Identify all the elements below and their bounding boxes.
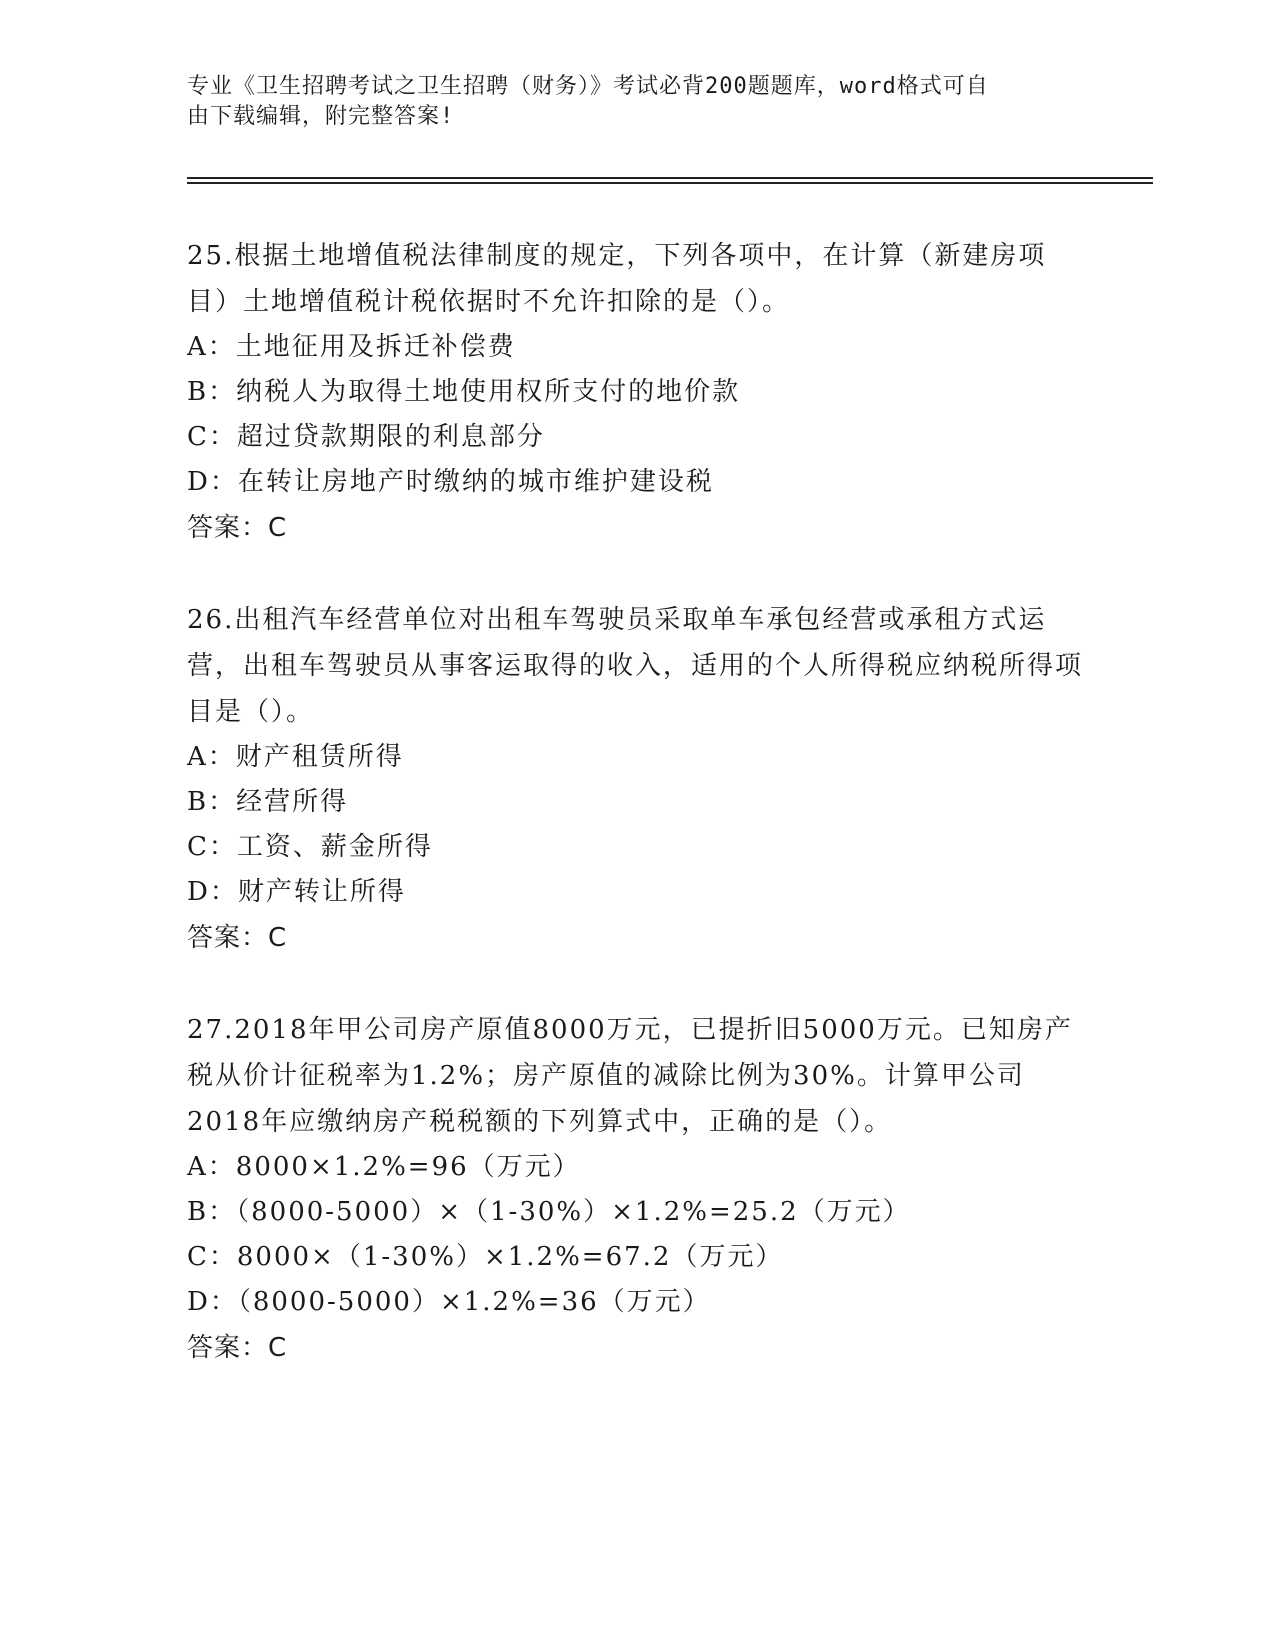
question-stem: 26.出租汽车经营单位对出租车驾驶员采取单车承包经营或承租方式运营，出租车驾驶员从事客运取得的收入，适用的个人所得税应纳税所得项目是（）。 [187,605,1084,727]
question-stem: 27.2018年甲公司房产原值8000万元，已提折旧5000万元。已知房产税从价计征税率为1.2%；房产原值的减除比例为30%。计算甲公司2018年应缴纳房产税税额的下列算式中，正确的是（）。 [187,1015,1073,1137]
answer: 答案：C [187,513,288,543]
option-c: C：工资、薪金所得 [187,832,433,862]
option-d: D：在转让房地产时缴纳的城市维护建设税 [187,467,714,497]
option-d: D：财产转让所得 [187,877,406,907]
option-a: A：土地征用及拆迁补偿费 [187,332,516,362]
header-line-2: 由下载编辑，附完整答案! [187,104,455,129]
header-divider-top [187,177,1153,179]
answer: 答案：C [187,923,288,953]
header-divider-bottom [187,182,1153,184]
option-b: B：经营所得 [187,787,349,817]
option-a: A：财产租赁所得 [187,742,404,772]
option-a: A：8000×1.2%=96（万元） [187,1152,581,1182]
answer: 答案：C [187,1333,288,1363]
question-27 [187,1007,1087,1371]
document-header [187,72,1067,132]
option-d: D：（8000-5000）×1.2%=36（万元） [187,1287,711,1317]
question-stem: 25.根据土地增值税法律制度的规定，下列各项中，在计算（新建房项目）土地增值税计税依据时不允许扣除的是（）。 [187,241,1047,317]
option-c: C：8000×（1-30%）×1.2%=67.2（万元） [187,1242,784,1272]
header-line-1: 专业《卫生招聘考试之卫生招聘（财务）》考试必背200题题库，word格式可自 [187,74,989,99]
question-26 [187,597,1087,961]
option-c: C：超过贷款期限的利息部分 [187,422,545,452]
option-b: B：纳税人为取得土地使用权所支付的地价款 [187,377,741,407]
question-25 [187,233,1087,551]
option-b: B：（8000-5000）×（1-30%）×1.2%=25.2（万元） [187,1197,911,1227]
